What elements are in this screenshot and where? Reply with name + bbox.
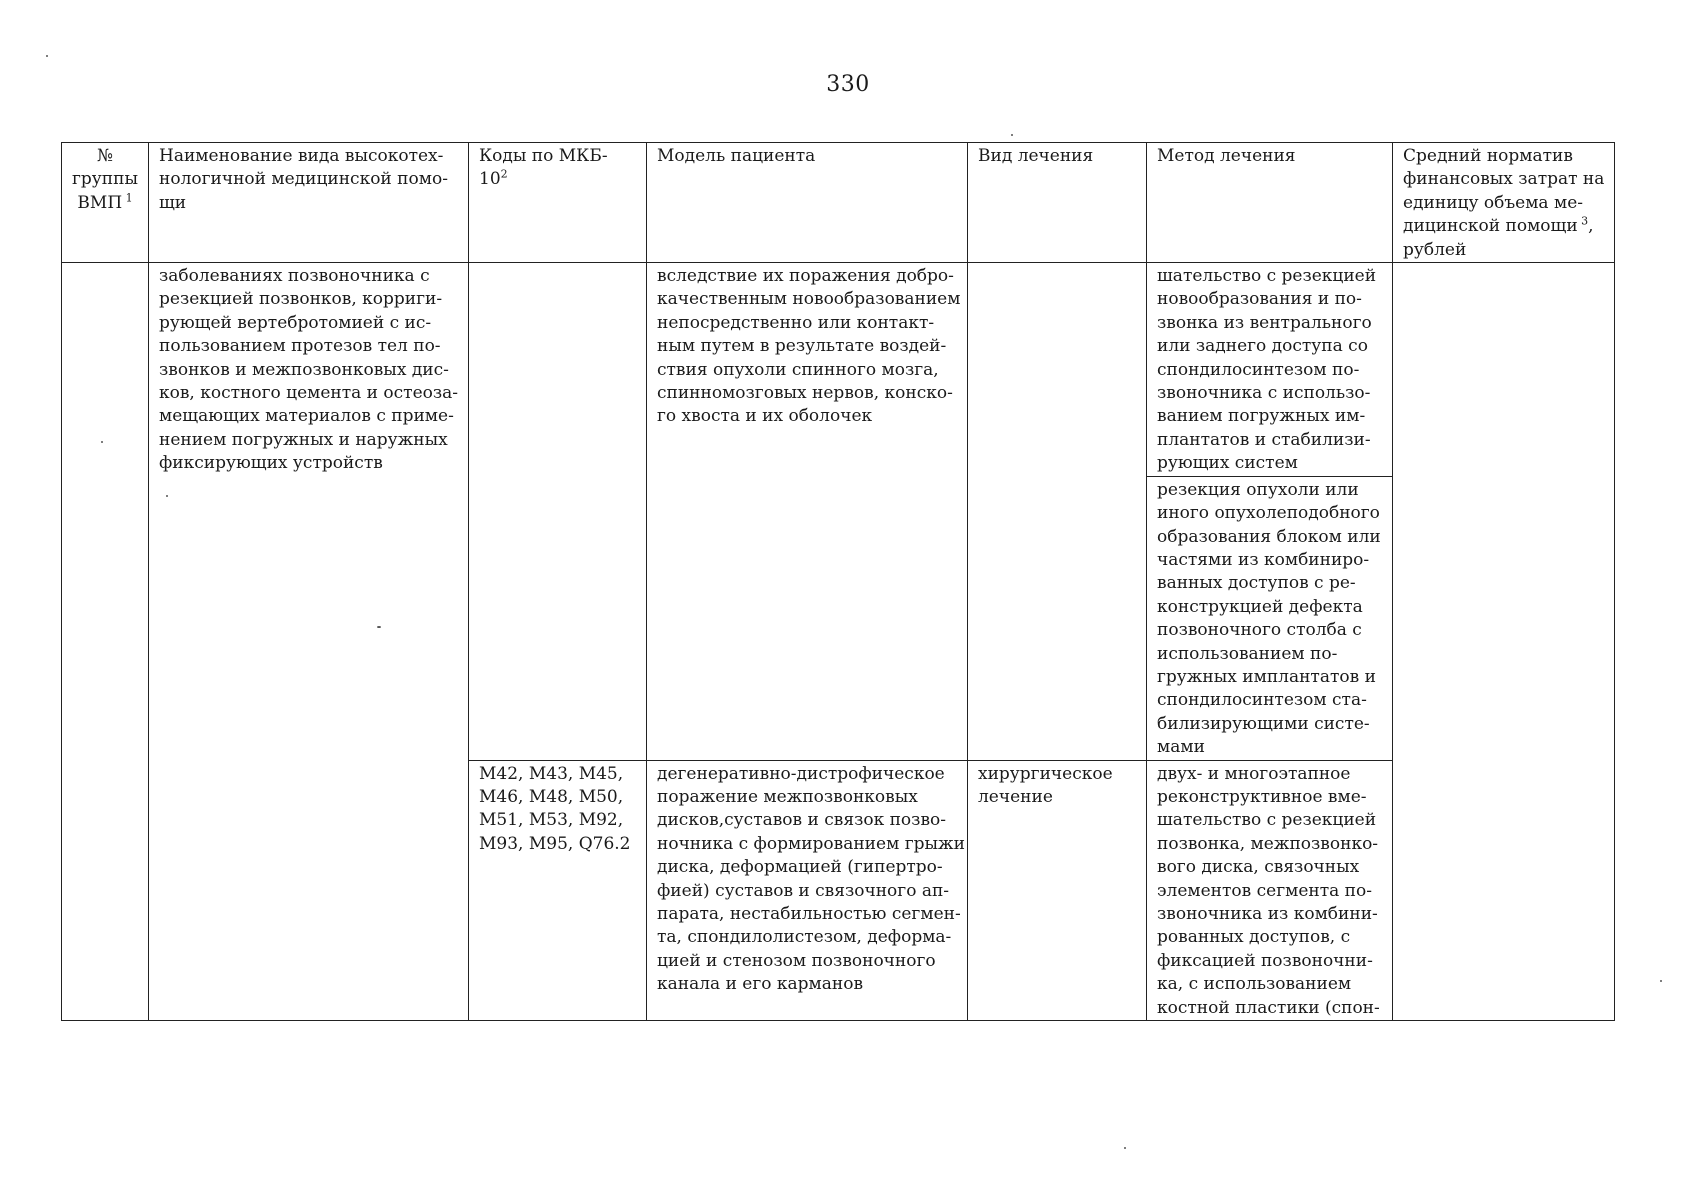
scan-speck	[1124, 1147, 1126, 1149]
header-treatment-method: Метод лечения	[1147, 143, 1393, 263]
header-average-cost: Средний норматив финансовых затрат на единицу объема ме- дицинской помощи $^3$, рублей	[1393, 143, 1615, 263]
scan-speck	[101, 441, 103, 443]
cell-treatment-method: двух- и многоэтапное реконструктивное вме- шательство с резекцией позвонка, межпозвонко- вого диска, связочных элементов сегмента по- звоночника из комбини- рованных доступов, с фиксацией позвоночни- ка, с использованием костной пластики (спон-	[1147, 760, 1393, 1020]
scan-speck	[166, 495, 168, 497]
cell-patient-model: вследствие их поражения добро- качественным новообразованием непосредственно или контакт- ным путем в результате воздей- ствия опухоли спинного мозга, спинномозговых нервов, конско- го хвоста и их оболочек	[647, 263, 968, 761]
cell-treatment-method: резекция опухоли или иного опухолеподобного образования блоком или частями из комбиниро- ванных доступов с ре- конструкцией дефекта позвоночного столба с использованием по- гружных имплантатов и спондилосинтезом ста- билизирующими систе- мами	[1147, 476, 1393, 760]
page-number: 330	[826, 72, 870, 97]
cell-group-number	[62, 263, 149, 1021]
table-header-row	[62, 143, 1615, 263]
header-patient-model: Модель пациента	[647, 143, 968, 263]
cell-icd-codes: M42, M43, M45, M46, M48, M50, M51, M53, M92, M93, M95, Q76.2	[469, 760, 647, 1020]
scan-speck	[46, 55, 48, 57]
header-treatment-type: Вид лечения	[968, 143, 1147, 263]
header-icd-codes: Коды по МКБ- $10^2$	[469, 143, 647, 263]
cell-name: заболеваниях позвоночника с резекцией позвонков, корриги- рующей вертебротомией с ис- пользованием протезов тел по- звонков и межпозвонковых дис- ков, костного цемента и остеоза- мещающих материалов с приме- нением погружных и наружных фиксирующих устройств	[149, 263, 469, 1021]
cell-icd-codes	[469, 263, 647, 761]
cell-average-cost	[1393, 263, 1615, 1021]
cell-treatment-type: хирургическое лечение	[968, 760, 1147, 1020]
vmp-table	[61, 142, 1615, 1021]
header-name: Наименование вида высокотех- нологичной медицинской помо- щи	[149, 143, 469, 263]
scan-speck	[1011, 134, 1013, 136]
scan-speck	[377, 626, 381, 628]
cell-treatment-type	[968, 263, 1147, 761]
table-row	[62, 263, 1615, 477]
scan-speck	[1660, 980, 1662, 982]
cell-treatment-method: шательство с резекцией новообразования и по- звонка из вентрального или заднего доступа со спондилосинтезом по- звоночника с использо- ванием погружных им- плантатов и стабилизи- рующих систем	[1147, 263, 1393, 477]
header-group-number: № группы ВМП $^1$	[62, 143, 149, 263]
cell-patient-model: дегенеративно-дистрофическое поражение межпозвонковых дисков,суставов и связок позво- ночника с формированием грыжи диска, деформацией (гипертро- фией) суставов и связочного ап- парата, нестабильностью сегмен- та, спондилолистезом, деформа- цией и стенозом позвоночного канала и его карманов	[647, 760, 968, 1020]
